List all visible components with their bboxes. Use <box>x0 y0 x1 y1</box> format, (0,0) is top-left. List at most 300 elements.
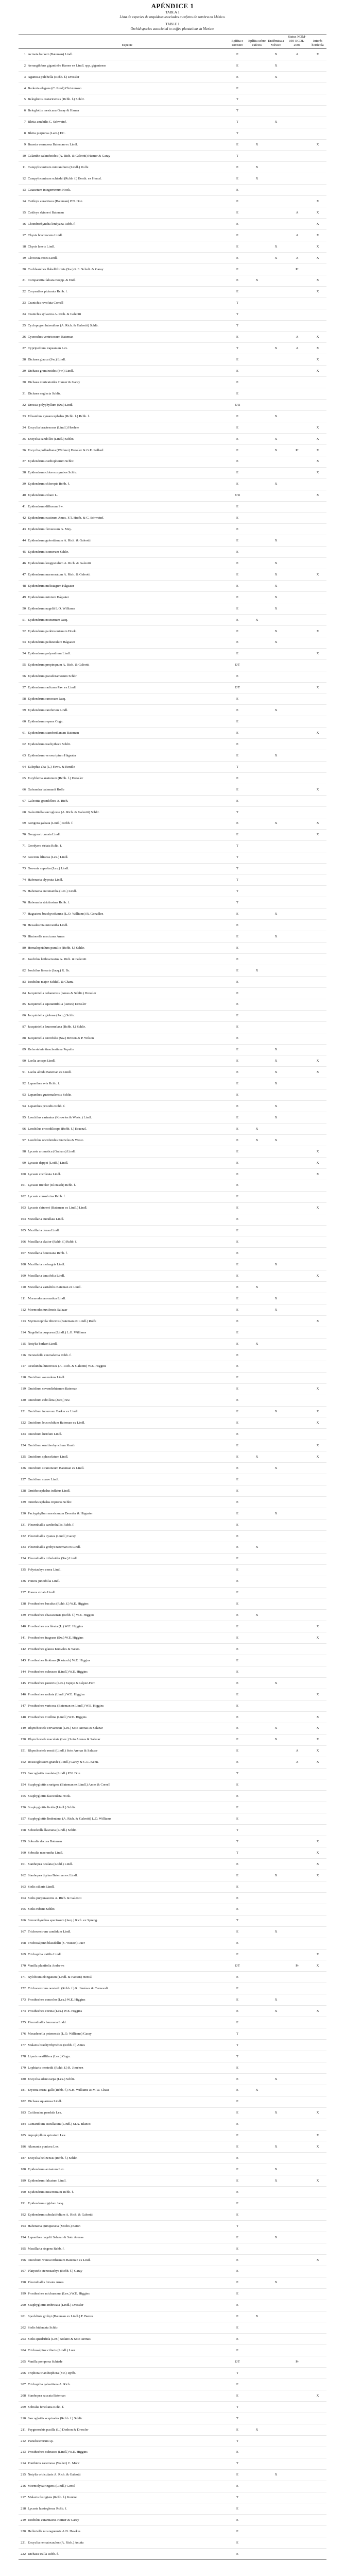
row-number: 100 <box>19 1168 27 1180</box>
horticultural-cell <box>309 863 326 874</box>
row-number: 166 <box>19 1915 27 1926</box>
row-number: 71 <box>19 840 27 852</box>
row-number: 44 <box>19 535 27 547</box>
endemic-cell: X <box>267 2277 285 2288</box>
species-name: Psygmorchis pusilla (L.) Dodson & Dressler <box>27 2424 228 2435</box>
habit-cell: E <box>228 1361 247 1372</box>
species-name: Dichaea squarrosa Lindl. <box>27 2096 228 2107</box>
species-name: Prosthechea ochracea (Lindl.) W.E. Higgins <box>27 1666 228 1678</box>
status-cell <box>285 2062 309 2073</box>
endemic-cell: X <box>267 252 285 263</box>
on-coffee-cell <box>247 298 267 309</box>
row-number: 162 <box>19 1870 27 1881</box>
on-coffee-cell <box>247 705 267 716</box>
habit-cell: E <box>228 252 247 263</box>
on-coffee-cell <box>247 1745 267 1757</box>
table-row <box>19 965 326 976</box>
endemic-cell: X <box>267 478 285 490</box>
endemic-cell <box>267 1327 285 1338</box>
horticultural-cell <box>309 874 326 886</box>
endemic-cell <box>267 2413 285 2424</box>
endemic-cell <box>267 2503 285 2515</box>
horticultural-cell <box>309 1349 326 1361</box>
on-coffee-cell <box>247 354 267 366</box>
on-coffee-cell <box>247 388 267 400</box>
species-name: Epidendrum ciliare L. <box>27 490 228 501</box>
habit-cell: E <box>228 1304 247 1316</box>
on-coffee-cell <box>247 1474 267 1485</box>
status-cell <box>285 874 309 886</box>
row-number: 9 <box>19 139 27 151</box>
habit-cell: E <box>228 1089 247 1101</box>
status-cell <box>285 1101 309 1112</box>
row-number: 123 <box>19 1429 27 1440</box>
on-coffee-cell <box>247 219 267 230</box>
species-name: Maxillaria variabilis Bateman ex Lindl. <box>27 1282 228 1293</box>
on-coffee-cell <box>247 2266 267 2277</box>
horticultural-cell: X <box>309 1711 326 1723</box>
table-row <box>19 2322 326 2334</box>
table-row <box>19 976 326 987</box>
on-coffee-cell <box>247 1248 267 1259</box>
species-name: Epidendrum galeottianum A. Rich. & Galeotti <box>27 535 228 547</box>
on-coffee-cell <box>247 1055 267 1067</box>
species-name: Dichaea graminoides (Sw.) Lindl. <box>27 366 228 377</box>
status-cell <box>285 954 309 965</box>
status-cell <box>285 637 309 648</box>
on-coffee-cell <box>247 1191 267 1202</box>
habit-cell: E <box>228 795 247 806</box>
row-number: 87 <box>19 1021 27 1033</box>
horticultural-cell: X <box>309 490 326 501</box>
table-row <box>19 478 326 490</box>
species-name: Chysis bractescens Lindl. <box>27 230 228 241</box>
habit-cell: E/T <box>228 1960 247 1972</box>
status-cell <box>285 2288 309 2300</box>
horticultural-cell <box>309 840 326 852</box>
status-cell <box>285 2537 309 2549</box>
endemic-cell: X <box>267 818 285 829</box>
habit-cell: E <box>228 1689 247 1700</box>
habit-cell: E <box>228 1338 247 1349</box>
horticultural-cell <box>309 2232 326 2243</box>
status-cell <box>285 2040 309 2051</box>
species-name: Rossioglossum grande (Lindl.) Garay & G.C. Kenn. <box>27 1757 228 1768</box>
on-coffee-cell <box>247 1859 267 1870</box>
on-coffee-cell <box>247 1519 267 1530</box>
table-row <box>19 1248 326 1259</box>
endemic-cell <box>267 671 285 682</box>
species-name: Malaxis brachyrrhynchos (Rchb. f.) Ames <box>27 2040 228 2051</box>
habit-cell: E <box>228 569 247 581</box>
on-coffee-cell <box>247 2209 267 2221</box>
row-number: 214 <box>19 2458 27 2469</box>
status-cell <box>285 773 309 784</box>
on-coffee-cell: X <box>247 1135 267 1146</box>
habit-cell: E <box>228 2288 247 2300</box>
species-name: Encyclia pollardiana (Withner) Dressler & G.E. Pollard <box>27 444 228 456</box>
row-number: 79 <box>19 931 27 943</box>
on-coffee-cell <box>247 1349 267 1361</box>
on-coffee-cell <box>247 1327 267 1338</box>
endemic-cell <box>267 976 285 987</box>
habit-cell: E <box>228 1644 247 1655</box>
horticultural-cell <box>309 1779 326 1791</box>
endemic-cell <box>267 1621 285 1632</box>
table-row <box>19 241 326 252</box>
status-cell <box>285 467 309 478</box>
horticultural-cell <box>309 1813 326 1825</box>
table-row <box>19 2051 326 2062</box>
species-name: Stanhopea oculata (Lodd.) Lindl. <box>27 1859 228 1870</box>
habit-cell: E <box>228 739 247 750</box>
on-coffee-cell <box>247 1316 267 1327</box>
endemic-cell <box>267 2096 285 2107</box>
species-name: Helleriella nicaraguensis A.D. Hawkes <box>27 2526 228 2537</box>
row-number: 22 <box>19 286 27 298</box>
species-name: Stenorrhynchos speciosum (Jacq.) Rich. ex Spreng. <box>27 1915 228 1926</box>
habit-cell: E <box>228 1316 247 1327</box>
table-row <box>19 2107 326 2119</box>
table-row <box>19 2300 326 2311</box>
species-name: Trichopilia tortilis Lindl. <box>27 1949 228 1960</box>
habit-cell: E <box>228 1757 247 1768</box>
table-row <box>19 1406 326 1417</box>
on-coffee-cell <box>247 2096 267 2107</box>
row-number: 153 <box>19 1768 27 1779</box>
endemic-cell <box>267 659 285 671</box>
row-number: 218 <box>19 2503 27 2515</box>
species-name: Lepanthes guatemalensis Schltr. <box>27 1089 228 1101</box>
species-name: Catasetum integerrimum Hook. <box>27 185 228 196</box>
on-coffee-cell <box>247 852 267 863</box>
row-number: 114 <box>19 1327 27 1338</box>
horticultural-cell <box>309 535 326 547</box>
row-number: 117 <box>19 1361 27 1372</box>
on-coffee-cell <box>247 1236 267 1248</box>
endemic-cell <box>267 762 285 773</box>
status-cell <box>285 513 309 524</box>
status-cell <box>285 478 309 490</box>
status-cell <box>285 1485 309 1497</box>
habit-cell: E <box>228 2187 247 2198</box>
species-name: Platystele stenostachya (Rchb. f.) Garay <box>27 2266 228 2277</box>
row-number: 168 <box>19 1938 27 1949</box>
horticultural-cell: X <box>309 1451 326 1463</box>
horticultural-cell <box>309 1327 326 1338</box>
on-coffee-cell <box>247 625 267 637</box>
on-coffee-cell <box>247 2175 267 2187</box>
species-name: Dressia polyphyllum (Sw.) Lindl. <box>27 400 228 411</box>
species-name: Epidendrum nocturnum Jacq. <box>27 614 228 625</box>
status-cell <box>285 71 309 82</box>
habit-cell: E <box>228 965 247 976</box>
species-name: Epidendrum chloropis Rchb. f. <box>27 478 228 490</box>
on-coffee-cell <box>247 1994 267 2006</box>
status-cell <box>285 1542 309 1553</box>
species-name: Scaphyglottis fasciculata Hook. <box>27 1791 228 1802</box>
status-cell <box>285 1225 309 1236</box>
habit-cell: T <box>228 117 247 128</box>
horticultural-cell <box>309 2424 326 2435</box>
on-coffee-cell <box>247 478 267 490</box>
habit-cell: E <box>228 1270 247 1282</box>
row-number: 154 <box>19 1779 27 1791</box>
habit-cell: E <box>228 2017 247 2028</box>
row-number: 138 <box>19 1598 27 1610</box>
status-cell <box>285 1655 309 1666</box>
table-row <box>19 682 326 693</box>
row-number: 178 <box>19 2051 27 2062</box>
row-number: 118 <box>19 1372 27 1383</box>
endemic-cell <box>267 999 285 1010</box>
status-cell <box>285 1474 309 1485</box>
endemic-cell <box>267 1372 285 1383</box>
horticultural-cell: X <box>309 219 326 230</box>
endemic-cell <box>267 1779 285 1791</box>
on-coffee-cell <box>247 2187 267 2198</box>
row-number: 26 <box>19 332 27 343</box>
col-on-coffee-header: Epífita sobre cafetos <box>247 35 267 49</box>
col-endemic-header: Endémica a México <box>267 35 285 49</box>
species-name: Ponthieva racemosa (Walter) C. Mohr <box>27 2458 228 2469</box>
on-coffee-cell <box>247 2503 267 2515</box>
horticultural-cell <box>309 478 326 490</box>
status-cell <box>285 1938 309 1949</box>
species-name: Maxillaria meleagris Lindl. <box>27 1259 228 1270</box>
row-number: 163 <box>19 1881 27 1892</box>
habit-cell: E <box>228 637 247 648</box>
row-number: 76 <box>19 897 27 909</box>
table-row <box>19 1451 326 1463</box>
horticultural-cell <box>309 2062 326 2073</box>
horticultural-cell <box>309 1644 326 1655</box>
endemic-cell <box>267 840 285 852</box>
endemic-cell <box>267 275 285 286</box>
endemic-cell: X <box>267 1870 285 1881</box>
habit-cell: E <box>228 139 247 151</box>
endemic-cell <box>267 2085 285 2096</box>
status-cell: A <box>285 207 309 219</box>
horticultural-cell <box>309 2096 326 2107</box>
status-cell <box>285 1146 309 1157</box>
status-cell <box>285 1519 309 1530</box>
habit-cell: E <box>228 976 247 987</box>
horticultural-cell: X <box>309 1067 326 1078</box>
status-cell <box>285 2028 309 2040</box>
status-cell: A <box>285 343 309 354</box>
endemic-cell <box>267 230 285 241</box>
habit-cell: E <box>228 547 247 558</box>
endemic-cell <box>267 1960 285 1972</box>
endemic-cell <box>267 648 285 659</box>
horticultural-cell <box>309 1892 326 1904</box>
on-coffee-cell: X <box>247 1282 267 1293</box>
on-coffee-cell <box>247 1033 267 1044</box>
endemic-cell: X <box>267 1293 285 1304</box>
table-row <box>19 2175 326 2187</box>
horticultural-cell <box>309 1338 326 1349</box>
horticultural-cell <box>309 1010 326 1021</box>
on-coffee-cell <box>247 366 267 377</box>
species-name: Oncidium cavendishianum Bateman <box>27 1383 228 1395</box>
horticultural-cell <box>309 965 326 976</box>
on-coffee-cell <box>247 501 267 513</box>
status-cell <box>285 2526 309 2537</box>
table-row <box>19 2526 326 2537</box>
horticultural-cell: X <box>309 1870 326 1881</box>
on-coffee-cell <box>247 49 267 60</box>
on-coffee-cell <box>247 400 267 411</box>
on-coffee-cell <box>247 863 267 874</box>
on-coffee-cell <box>247 897 267 909</box>
row-number: 7 <box>19 117 27 128</box>
habit-cell: E <box>228 1429 247 1440</box>
status-cell <box>285 1915 309 1926</box>
endemic-cell <box>267 82 285 94</box>
status-cell <box>285 625 309 637</box>
species-name: Oncidium sphacelatum Lindl. <box>27 1451 228 1463</box>
endemic-cell <box>267 1021 285 1033</box>
species-name: Mormodes aromatica Lindl. <box>27 1293 228 1304</box>
row-number: 145 <box>19 1678 27 1689</box>
horticultural-cell <box>309 513 326 524</box>
table-row <box>19 207 326 219</box>
horticultural-cell <box>309 773 326 784</box>
row-number: 46 <box>19 558 27 569</box>
horticultural-cell <box>309 931 326 943</box>
status-cell <box>285 829 309 840</box>
table-row <box>19 2119 326 2130</box>
habit-cell: T <box>228 94 247 105</box>
on-coffee-cell <box>247 343 267 354</box>
endemic-cell: X <box>267 705 285 716</box>
table-row <box>19 1745 326 1757</box>
species-name: Kefersteinia tinschertiana Pupulin <box>27 1044 228 1055</box>
on-coffee-cell <box>247 2119 267 2130</box>
horticultural-cell: X <box>309 275 326 286</box>
status-cell <box>285 1576 309 1587</box>
endemic-cell: X <box>267 2141 285 2153</box>
species-name: Lycaste skinneri (Bateman ex Lindl.) Lindl. <box>27 1202 228 1214</box>
horticultural-cell: X <box>309 1847 326 1859</box>
species-name: Barkeria elegans (C. Presl) Christenson <box>27 82 228 94</box>
status-cell <box>285 219 309 230</box>
table-row <box>19 422 326 433</box>
table-row <box>19 1711 326 1723</box>
status-cell <box>285 2322 309 2334</box>
table-row <box>19 1497 326 1508</box>
endemic-cell <box>267 219 285 230</box>
status-cell <box>285 999 309 1010</box>
species-name: Habenaria quinqueseta (Michx.) Eaton <box>27 2221 228 2232</box>
endemic-cell <box>267 354 285 366</box>
caption-en: Orchid species associated to coffee plantations in Mexico. <box>130 27 215 31</box>
endemic-cell <box>267 693 285 705</box>
habit-cell: E <box>228 1021 247 1033</box>
horticultural-cell: X <box>309 648 326 659</box>
species-name: Pleurothallis tribuloides (Sw.) Lindl. <box>27 1553 228 1564</box>
habit-cell: T <box>228 105 247 117</box>
endemic-cell <box>267 1225 285 1236</box>
row-number: 186 <box>19 2141 27 2153</box>
horticultural-cell: X <box>309 252 326 263</box>
status-cell <box>285 1621 309 1632</box>
habit-cell: E <box>228 1451 247 1463</box>
on-coffee-cell <box>247 682 267 693</box>
on-coffee-cell <box>247 2017 267 2028</box>
habit-cell: E <box>228 693 247 705</box>
on-coffee-cell <box>247 2141 267 2153</box>
table-row <box>19 1214 326 1225</box>
species-name: Camaridium cucullatum (Lindl.) M.A. Blanco <box>27 2119 228 2130</box>
row-number: 59 <box>19 705 27 716</box>
horticultural-cell: X <box>309 1168 326 1180</box>
species-name: Sobralia fenzliana Rchb. f. <box>27 2402 228 2413</box>
status-cell <box>285 2413 309 2424</box>
habit-cell: E/T <box>228 2356 247 2368</box>
table-row <box>19 377 326 388</box>
table-row <box>19 2187 326 2198</box>
table-row <box>19 1395 326 1406</box>
species-name: Campylocentrum micranthum (Lindl.) Rolfe <box>27 162 228 173</box>
on-coffee-cell <box>247 1564 267 1576</box>
status-cell <box>285 2153 309 2164</box>
table-row <box>19 400 326 411</box>
horticultural-cell <box>309 1983 326 1994</box>
species-name: Jacquiniella cobanensis (Ames & Schltr.) Dressler <box>27 987 228 999</box>
horticultural-cell <box>309 806 326 818</box>
horticultural-cell <box>309 2515 326 2526</box>
endemic-cell <box>267 1791 285 1802</box>
species-name: Leochilus oncidioides Knowles & Westc. <box>27 1135 228 1146</box>
table-row <box>19 2549 326 2560</box>
endemic-cell <box>267 1610 285 1621</box>
status-cell <box>285 739 309 750</box>
species-name: Clowesia rosea Lindl. <box>27 252 228 263</box>
on-coffee-cell <box>247 82 267 94</box>
table-row <box>19 2435 326 2447</box>
horticultural-cell: X <box>309 230 326 241</box>
habit-cell: E <box>228 1259 247 1270</box>
endemic-cell <box>267 456 285 467</box>
endemic-cell <box>267 1825 285 1836</box>
horticultural-cell <box>309 162 326 173</box>
endemic-cell <box>267 1214 285 1225</box>
species-name: Epidendrum parkinsonianum Hook. <box>27 625 228 637</box>
status-cell <box>285 1587 309 1598</box>
endemic-cell <box>267 2062 285 2073</box>
endemic-cell <box>267 987 285 999</box>
row-number: 144 <box>19 1666 27 1678</box>
habit-cell: E <box>228 1926 247 1938</box>
on-coffee-cell <box>247 151 267 162</box>
habit-cell: E <box>228 1417 247 1429</box>
row-number: 37 <box>19 456 27 467</box>
species-name: Lycaste cochleata Lindl. <box>27 1168 228 1180</box>
table-header-row <box>19 35 326 49</box>
status-cell <box>285 1316 309 1327</box>
species-name: Sarcoglottis sceptrodes (Rchb. f.) Schltr. <box>27 2413 228 2424</box>
habit-cell: E <box>228 456 247 467</box>
on-coffee-cell <box>247 2040 267 2051</box>
on-coffee-cell <box>247 2413 267 2424</box>
endemic-cell <box>267 943 285 954</box>
horticultural-cell: X <box>309 467 326 478</box>
row-number: 132 <box>19 1530 27 1542</box>
status-cell <box>285 728 309 739</box>
species-name: Triphora trianthophora (Sw.) Rydb. <box>27 2368 228 2379</box>
